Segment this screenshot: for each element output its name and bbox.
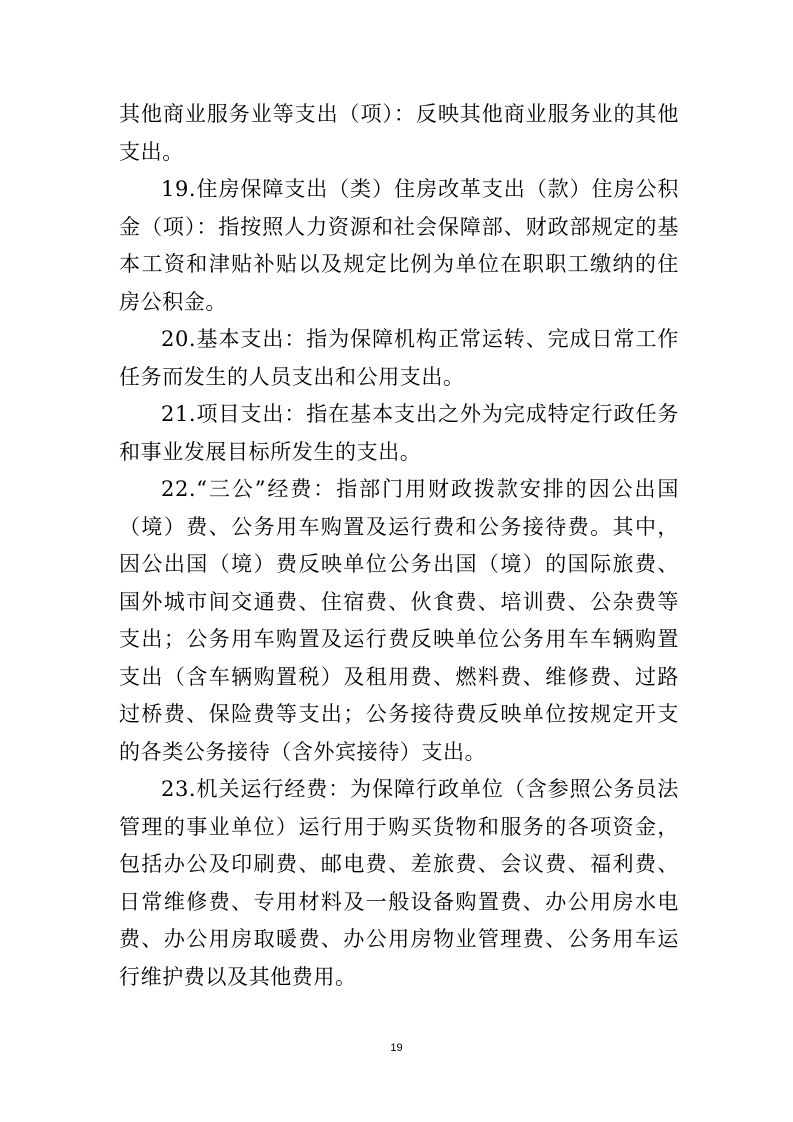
page-number: 19 — [390, 1042, 403, 1054]
paragraph-19-housing-fund: 19.住房保障支出（类）住房改革支出（款）住房公积金（项）：指按照人力资源和社会保障部、财政部规定的基本工资和津贴补贴以及规定比例为单位在职职工缴纳的住房公积金。 — [119, 177, 679, 314]
paragraph-21-project-expenditure: 21.项目支出：指在基本支出之外为完成特定行政任务和事业发展目标所发生的支出。 — [119, 402, 679, 464]
paragraph-20-basic-expenditure: 20.基本支出：指为保障机构正常运转、完成日常工作任务而发生的人员支出和公用支出。 — [119, 327, 679, 389]
paragraph-23-operating-funds: 23.机关运行经费：为保障行政单位（含参照公务员法管理的事业单位）运行用于购买货物和服务的各项资金，包括办公及印刷费、邮电费、差旅费、会议费、福利费、日常维修费、专用材料及一般设备购置费、办公用房水电费、办公用房取暖费、办公用房物业管理费、公务用车运行维护费以及其他费用。 — [119, 777, 679, 989]
document-body — [119, 96, 679, 996]
paragraph-22-three-public-expenses: 22.“三公”经费：指部门用财政拨款安排的因公出国（境）费、公务用车购置及运行费和公务接待费。其中，因公出国（境）费反映单位公务出国（境）的国际旅费、国外城市间交通费、住宿费、伙食费、培训费、公杂费等支出；公务用车购置及运行费反映单位公务用车车辆购置支出（含车辆购置税）及租用费、燃料费、维修费、过路过桥费、保险费等支出；公务接待费反映单位按规定开支的各类公务接待（含外宾接待）支出。 — [119, 477, 679, 764]
paragraph-other-commercial-services: 其他商业服务业等支出（项）：反映其他商业服务业的其他支出。 — [119, 102, 679, 164]
